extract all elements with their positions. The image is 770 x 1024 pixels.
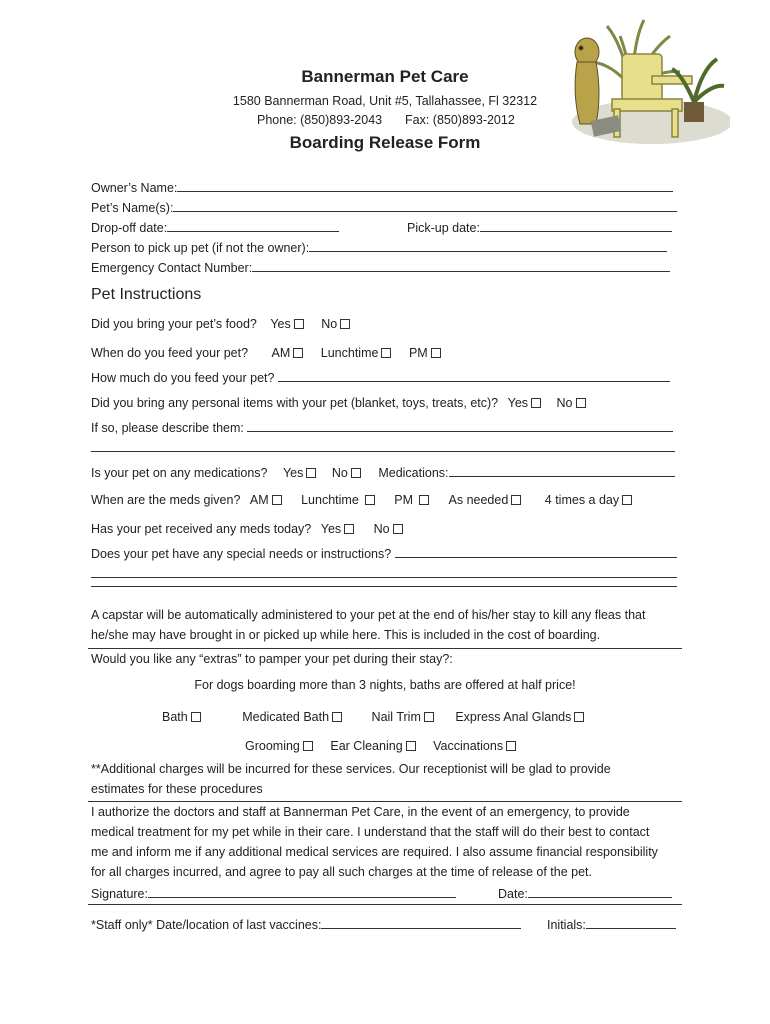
section-divider — [88, 801, 682, 802]
medications-field[interactable] — [378, 466, 674, 480]
anal-glands-checkbox[interactable] — [574, 712, 584, 722]
dropoff-label: Drop-off date: — [91, 221, 168, 235]
meds-yes-label: Yes — [282, 466, 304, 480]
capstar-line-1: A capstar will be automatically administered to your pet at the end of his/her stay to kill any fleas that — [91, 608, 646, 622]
items-yes-checkbox[interactable] — [531, 398, 541, 408]
extras-note-line-2: estimates for these procedures — [91, 782, 263, 796]
special-needs-label: Does your pet have any special needs or instructions? — [91, 547, 392, 561]
bath-label: Bath — [162, 710, 188, 724]
meds-pm-checkbox[interactable] — [419, 495, 429, 505]
meds-am-label: AM — [249, 493, 269, 507]
vaccinations-label: Vaccinations — [433, 739, 504, 753]
pickup-date-field[interactable] — [407, 218, 672, 236]
grooming-label: Grooming — [245, 739, 300, 753]
owner-name-label: Owner’s Name: — [91, 181, 178, 195]
meds-lunch-checkbox[interactable] — [365, 495, 375, 505]
medicated-bath-checkbox[interactable] — [332, 712, 342, 722]
meds-lunch-label: Lunchtime — [301, 493, 359, 507]
capstar-line-2: he/she may have brought in or picked up while here. This is included in the cost of boarding. — [91, 628, 601, 642]
items-no-label: No — [556, 396, 573, 410]
section-divider — [88, 904, 682, 905]
clinic-phone: Phone: (850)893-2043 — [257, 113, 383, 127]
nail-trim-checkbox[interactable] — [424, 712, 434, 722]
food-no-checkbox[interactable] — [340, 319, 350, 329]
food-no-label: No — [321, 317, 338, 331]
medicated-bath-label: Medicated Bath — [242, 710, 330, 724]
today-no-label: No — [373, 522, 390, 536]
signature-date-label: Date: — [498, 887, 528, 901]
food-yes-label: Yes — [270, 317, 291, 331]
special-needs-field[interactable] — [91, 544, 677, 562]
ear-cleaning-label: Ear Cleaning — [330, 739, 403, 753]
authorization-line-2: medical treatment for my pet while in their care. I understand that the staff will do their best to contact — [91, 825, 650, 839]
meds-am-checkbox[interactable] — [272, 495, 282, 505]
ear-cleaning-checkbox[interactable] — [406, 741, 416, 751]
emergency-contact-field[interactable] — [91, 258, 670, 276]
nail-trim-label: Nail Trim — [371, 710, 421, 724]
meds-four-times-checkbox[interactable] — [622, 495, 632, 505]
staff-vaccines-label: *Staff only* Date/location of last vaccines: — [91, 918, 322, 932]
section-divider — [88, 648, 682, 649]
anal-glands-label: Express Anal Glands — [455, 710, 572, 724]
authorization-line-3: me and inform me if any additional medical services are required. I also assume financial responsibility — [91, 845, 658, 859]
personal-items-question: Did you bring any personal items with your pet (blanket, toys, treats, etc)? — [91, 396, 499, 410]
meds-no-checkbox[interactable] — [351, 468, 361, 478]
meds-pm-label: PM — [394, 493, 414, 507]
grooming-checkbox[interactable] — [303, 741, 313, 751]
dropoff-date-field[interactable] — [91, 218, 339, 236]
extras-note-line-1: **Additional charges will be incurred for these services. Our receptionist will be glad to provide — [91, 762, 611, 776]
meds-yes-checkbox[interactable] — [306, 468, 316, 478]
pickup-person-label: Person to pick up pet (if not the owner): — [91, 241, 310, 255]
feed-amount-field[interactable] — [91, 368, 670, 386]
pet-names-field[interactable] — [91, 198, 677, 216]
clinic-name: Bannerman Pet Care — [301, 67, 469, 86]
clinic-address: 1580 Bannerman Road, Unit #5, Tallahassee, Fl 32312 — [232, 94, 538, 108]
today-no-checkbox[interactable] — [393, 524, 403, 534]
staff-initials-label: Initials: — [547, 918, 586, 932]
items-no-checkbox[interactable] — [576, 398, 586, 408]
signature-field[interactable] — [91, 884, 456, 902]
feed-lunch-checkbox[interactable] — [381, 348, 391, 358]
meds-given-question: When are the meds given? — [91, 493, 241, 507]
clinic-fax: Fax: (850)893-2012 — [405, 113, 515, 127]
section-divider — [91, 586, 677, 587]
emergency-label: Emergency Contact Number: — [91, 261, 253, 275]
meds-as-needed-checkbox[interactable] — [511, 495, 521, 505]
staff-vaccines-field[interactable] — [91, 915, 521, 933]
feed-am-checkbox[interactable] — [293, 348, 303, 358]
feed-pm-label: PM — [408, 346, 428, 360]
items-description-line2[interactable] — [91, 438, 675, 456]
authorization-line-4: for all charges incurred, and agree to pay all such charges at the time of release of the pet. — [91, 865, 592, 879]
staff-initials-field[interactable] — [547, 915, 676, 933]
pet-instructions-heading: Pet Instructions — [91, 286, 202, 303]
pickup-label: Pick-up date: — [407, 221, 480, 235]
today-yes-label: Yes — [320, 522, 342, 536]
meds-today-question: Has your pet received any meds today? — [91, 522, 312, 536]
bath-checkbox[interactable] — [191, 712, 201, 722]
feed-lunch-label: Lunchtime — [320, 346, 379, 360]
signature-label: Signature: — [91, 887, 148, 901]
feed-am-label: AM — [271, 346, 291, 360]
owner-name-field[interactable] — [91, 178, 673, 196]
meds-no-label: No — [331, 466, 348, 480]
extras-promo: For dogs boarding more than 3 nights, baths are offered at half price! — [194, 678, 576, 692]
signature-date-field[interactable] — [498, 884, 672, 902]
authorization-line-1: I authorize the doctors and staff at Bannerman Pet Care, in the event of an emergency, to provide — [91, 805, 630, 819]
medications-label: Medications: — [378, 466, 449, 480]
food-question: Did you bring your pet’s food? — [91, 317, 257, 331]
feed-time-question: When do you feed your pet? — [91, 346, 249, 360]
extras-question: Would you like any “extras” to pamper your pet during their stay?: — [91, 652, 453, 666]
pet-names-label: Pet’s Name(s): — [91, 201, 174, 215]
feed-pm-checkbox[interactable] — [431, 348, 441, 358]
items-describe-label: If so, please describe them: — [91, 421, 244, 435]
form-title: Boarding Release Form — [289, 133, 481, 152]
items-description-field[interactable] — [91, 418, 673, 436]
meds-as-needed-label: As needed — [448, 493, 509, 507]
pickup-person-field[interactable] — [91, 238, 667, 256]
medications-question: Is your pet on any medications? — [91, 466, 268, 480]
feed-amount-label: How much do you feed your pet? — [91, 371, 275, 385]
items-yes-label: Yes — [507, 396, 529, 410]
vaccinations-checkbox[interactable] — [506, 741, 516, 751]
food-yes-checkbox[interactable] — [294, 319, 304, 329]
today-yes-checkbox[interactable] — [344, 524, 354, 534]
special-needs-line2[interactable] — [91, 564, 677, 582]
meds-four-times-label: 4 times a day — [544, 493, 620, 507]
